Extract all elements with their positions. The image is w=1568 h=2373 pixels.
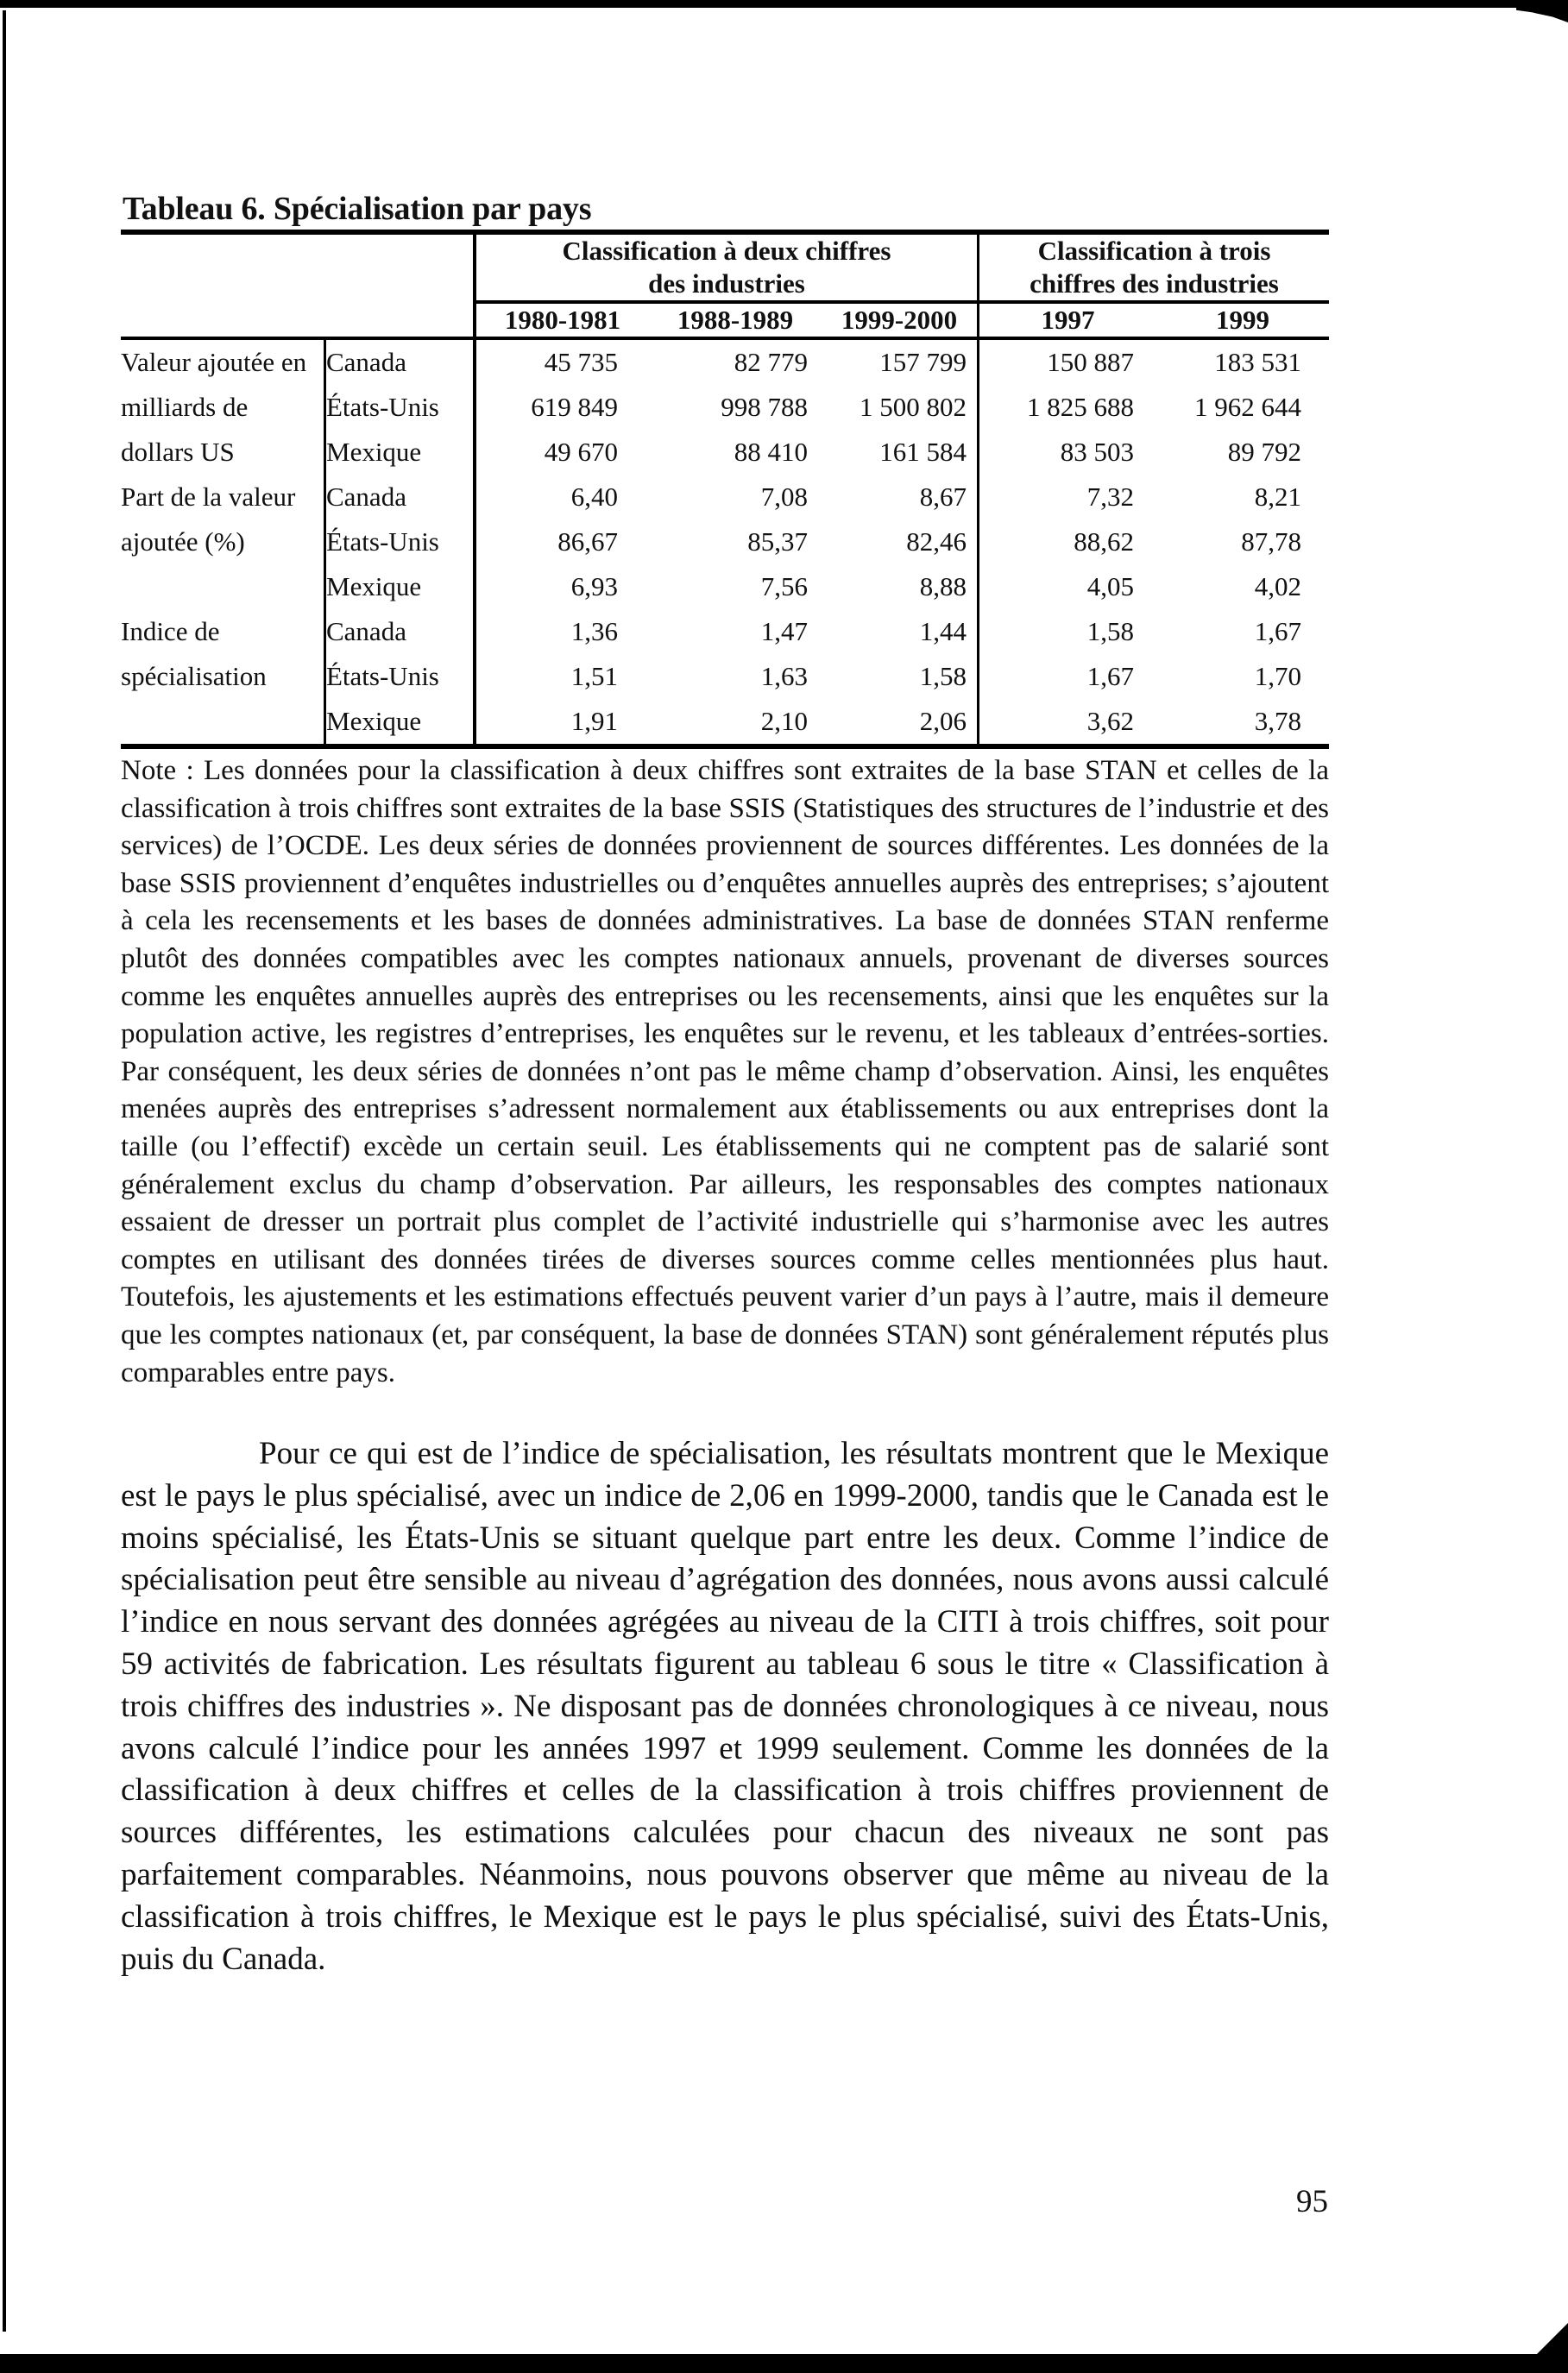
cell-value: 88 410 xyxy=(734,437,808,467)
table-row xyxy=(121,609,1329,654)
row-country: Canada xyxy=(325,338,475,385)
cell-value: 88,62 xyxy=(979,519,1157,564)
table-note: Note : Les données pour la classification à deux chiffres sont extraites de la base STAN et celles de la classification à trois chiffres sont extraites de la base SSIS (Statistiques des structures de l’industrie et des services) de l’OCDE. Les deux séries de données proviennent de sources différentes. Les données de la base SSIS proviennent d’enquêtes industrielles ou d’enquêtes annuelles auprès des entreprises; s’ajoutent à cela les recensements et les bases de données administratives. La base de données STAN renferme plutôt des données compatibles avec les comptes nationaux annuels, provenant de diverses sources comme les enquêtes annuelles auprès des entreprises ou les recensements, ainsi que les enquêtes sur la population active, les registres d’entreprises, les enquêtes sur le revenu, et les tableaux d’entrées-sorties. Par conséquent, les deux séries de données n’ont pas le même champ d’observation. Ainsi, les enquêtes menées auprès des entreprises s’adressent normalement aux établissements ou aux entreprises dont la taille (ou l’effectif) excède un certain seuil. Les établissements qui ne comptent pas de salarié sont généralement exclus du champ d’observation. Par ailleurs, les responsables des comptes nationaux essaient de dresser un portrait plus complet de l’activité industrielle qui s’harmonise avec les autres comptes en utilisant des données tirées de diverses sources comme celles mentionnées plus haut. Toutefois, les ajustements et les estimations effectués peuvent varier d’un pays à l’autre, mais il demeure que les comptes nationaux (et, par conséquent, la base de données STAN) sont généralement réputés plus comparables entre pays. xyxy=(121,755,1329,1388)
cell-value: 4,02 xyxy=(1254,571,1301,601)
cell-value: 7,56 xyxy=(760,571,808,601)
cell-value: 3,78 xyxy=(1156,699,1329,746)
cell-value: 161 584 xyxy=(879,437,967,467)
cell-value: 86,67 xyxy=(475,519,649,564)
row-category: Valeur ajoutée en milliards de dollars US xyxy=(121,347,307,467)
scan-edge-bottom-right xyxy=(1533,2323,1568,2357)
cell-value: 49 670 xyxy=(475,430,649,475)
cell-value: 1,70 xyxy=(1254,661,1301,691)
cell-value: 7,08 xyxy=(760,482,808,512)
cell-value: 1 500 802 xyxy=(860,392,967,422)
cell-value: 1 825 688 xyxy=(979,385,1157,430)
cell-value: 82 779 xyxy=(734,347,808,377)
cell-value: 998 788 xyxy=(721,392,808,422)
group-header-line2: chiffres des industries xyxy=(1030,268,1279,299)
cell-value: 8,21 xyxy=(1254,482,1301,512)
cell-value: 8,88 xyxy=(919,571,967,601)
cell-value: 2,10 xyxy=(649,699,822,746)
specialisation-table xyxy=(121,230,1329,749)
cell-value: 45 735 xyxy=(475,338,649,385)
group-header-line1: Classification à deux chiffres xyxy=(562,236,891,266)
year-header: 1997 xyxy=(979,302,1157,338)
row-country: Mexique xyxy=(325,699,475,746)
cell-value: 8,67 xyxy=(919,482,967,512)
year-header: 1999-2000 xyxy=(822,302,979,338)
cell-value: 1,58 xyxy=(979,609,1157,654)
cell-value: 1,47 xyxy=(760,616,808,646)
cell-value: 6,40 xyxy=(475,475,649,519)
empty-header-cell xyxy=(121,232,475,302)
row-country: Canada xyxy=(325,475,475,519)
document-page xyxy=(121,190,1329,1980)
cell-value: 85,37 xyxy=(747,526,808,557)
year-header: 1980-1981 xyxy=(475,302,649,338)
table-title: Tableau 6. Spécialisation par pays xyxy=(123,191,592,227)
year-header: 1999 xyxy=(1156,302,1329,338)
page-number: 95 xyxy=(1296,2184,1328,2219)
cell-value: 1,44 xyxy=(919,616,967,646)
row-category: Part de la valeur ajoutée (%) xyxy=(121,482,296,557)
cell-value: 1,58 xyxy=(919,661,967,691)
row-country: États-Unis xyxy=(325,519,475,564)
group-header-line1: Classification à trois xyxy=(1037,236,1271,266)
scan-edge-bottom xyxy=(0,2354,1568,2373)
group-header-three-digit xyxy=(979,232,1330,302)
row-country: Mexique xyxy=(325,430,475,475)
row-country: États-Unis xyxy=(325,654,475,699)
year-header: 1988-1989 xyxy=(649,302,822,338)
table-row xyxy=(121,475,1329,519)
row-country: Canada xyxy=(325,609,475,654)
row-country: États-Unis xyxy=(325,385,475,430)
cell-value: 6,93 xyxy=(475,564,649,609)
row-category: Indice de spécialisation xyxy=(121,609,325,746)
cell-value: 1,36 xyxy=(475,609,649,654)
cell-value: 1,67 xyxy=(1254,616,1301,646)
cell-value: 87,78 xyxy=(1241,526,1301,557)
cell-value: 3,62 xyxy=(979,699,1157,746)
cell-value: 183 531 xyxy=(1214,347,1301,377)
scan-edge-top xyxy=(0,0,1568,8)
body-paragraph: Pour ce qui est de l’indice de spécialisation, les résultats montrent que le Mexique est le pays le plus spécialisé, avec un indice de 2,06 en 1999-2000, tandis que le Canada est le moins spécialisé, les États-Unis se situant quelque part entre les deux. Comme l’indice de spécialisation peut être sensible au niveau d’agrégation des données, nous avons aussi calculé l’indice en nous servant des données agrégées au niveau de la CITI à trois chiffres, soit pour 59 activités de fabrication. Les résultats figurent au tableau 6 sous le titre « Classification à trois chiffres des industries ». Ne disposant pas de données chronologiques à ce niveau, nous avons calculé l’indice pour les années 1997 et 1999 seulement. Comme les données de la classification à deux chiffres et celles de la classification à trois chiffres proviennent de sources différentes, les estimations calculées pour chacun des niveaux ne sont pas parfaitement comparables. Néanmoins, nous pouvons observer que même au niveau de la classification à trois chiffres, le Mexique est le pays le plus spécialisé, suivi des États-Unis, puis du Canada. xyxy=(121,1436,1329,1977)
empty-year-cell xyxy=(121,302,475,338)
cell-value: 619 849 xyxy=(475,385,649,430)
group-header-row xyxy=(121,232,1329,302)
cell-value: 89 792 xyxy=(1227,437,1301,467)
cell-value: 4,05 xyxy=(979,564,1157,609)
scan-edge-top-right xyxy=(1516,0,1568,22)
cell-value: 1,51 xyxy=(475,654,649,699)
cell-value: 7,32 xyxy=(979,475,1157,519)
cell-value: 82,46 xyxy=(906,526,967,557)
cell-value: 150 887 xyxy=(979,338,1157,385)
group-header-two-digit xyxy=(475,232,979,302)
scan-edge-left xyxy=(3,10,6,2332)
cell-value: 157 799 xyxy=(879,347,967,377)
cell-value: 1,63 xyxy=(760,661,808,691)
group-header-line2: des industries xyxy=(648,268,805,299)
cell-value: 83 503 xyxy=(979,430,1157,475)
cell-value: 1 962 644 xyxy=(1194,392,1301,422)
cell-value: 1,67 xyxy=(979,654,1157,699)
table-row xyxy=(121,338,1329,385)
cell-value: 1,91 xyxy=(475,699,649,746)
year-header-row xyxy=(121,302,1329,338)
row-country: Mexique xyxy=(325,564,475,609)
cell-value: 2,06 xyxy=(822,699,979,746)
